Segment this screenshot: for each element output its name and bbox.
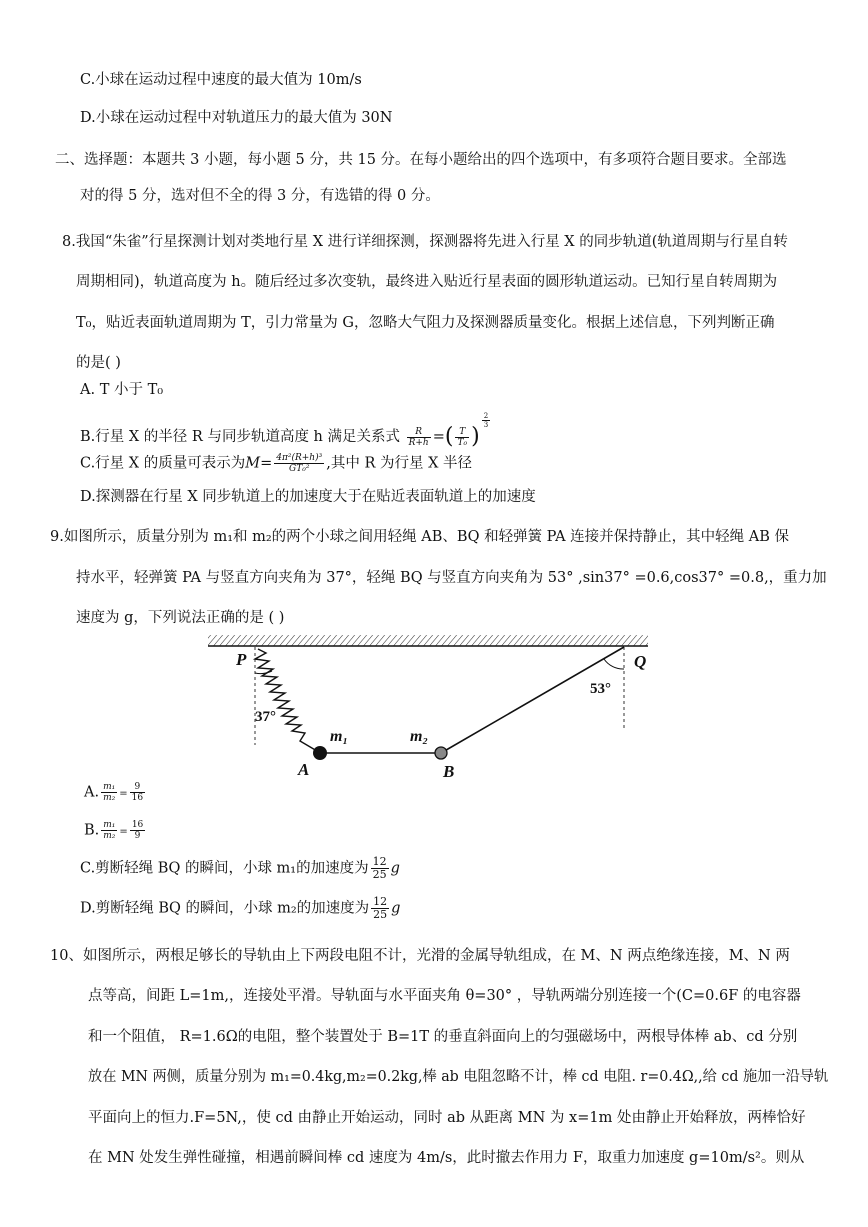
q9-a-prefix: A. [84,784,100,801]
q8-b-exp-num: 2 [483,412,489,420]
q8-stem-line3: T₀，贴近表面轨道周期为 T，引力常量为 G，忽略大气阻力及探测器质量变化。根据上述信息，下列判断正确 [76,315,775,331]
q9-c-den: 25 [372,868,387,881]
q8-b-eq: = [432,429,445,445]
q8-option-c-text: C.行星 X 的质量可表示为 [80,455,246,472]
q10-stem-line6: 在 MN 处发生弹性碰撞，相遇前瞬间棒 cd 速度为 4m/s，此时撤去作用力 F，取重力加速度 g=10m/s²。则从 [88,1150,805,1166]
q9-option-c [80,856,400,881]
q9-option-a [84,782,147,805]
q10-stem-line1: 10、如图所示，两根足够长的导轨由上下两段电阻不计，光滑的金属导轨组成，在 M、N 两点绝缘连接，M、N 两 [50,948,790,964]
rope-bq [441,647,624,753]
angle-arc-53 [604,659,624,669]
q9-b-lhs [101,820,117,841]
q9-b-prefix: B. [84,822,100,839]
q8-option-a: A. T 小于 T₀ [80,382,164,398]
label-q: Q [634,652,647,671]
q10-stem-line5: 平面向上的恒力.F=5N,，使 cd 由静止开始运动，同时 ab 从距离 MN 为 x=1m 处由静止开始释放，两棒恰好 [88,1110,806,1126]
q9-b-rhs-num: 16 [131,820,144,830]
ceiling-hatch [208,635,648,646]
q8-b-rhs-den: T₀ [457,437,468,448]
q10-stem-line2: 点等高，间距 L=1m,，连接处平滑。导轨面与水平面夹角 θ=30° ，导轨两端分别连接一个(C=0.6F 的电容器 [88,988,801,1004]
q9-b-rhs [130,820,145,841]
q8-option-b [80,412,492,448]
q9-d-g: g [391,900,401,917]
q9-stem-line3: 速度为 g，下列说法正确的是 ( ) [76,610,285,626]
q8-option-c [80,453,472,474]
q9-a-rhs-num: 9 [130,782,145,793]
q9-stem-line2: 持水平，轻弹簧 PA 与竖直方向夹角为 37°，轻绳 BQ 与竖直方向夹角为 53° ,sin37° =0.6,cos37° =0.8,，重力加 [76,570,827,586]
section-header-line1: 二、选择题：本题共 3 小题，每小题 5 分，共 15 分。在每小题给出的四个选项中，有多项符合题目要求。全部选 [55,152,787,168]
q9-d-text: D.剪断轻绳 BQ 的瞬间，小球 m₂的加速度为 [80,900,370,917]
label-m2: m₂ [410,728,429,745]
q9-a-rhs [130,782,145,803]
q9-option-b [84,820,147,843]
q8-c-frac-num: 4π²(R+h)³ [276,453,323,463]
q8-b-paren-open: ( [444,424,454,449]
label-m1: m₁ [330,728,349,745]
q8-b-exp-den: 3 [483,421,489,429]
q8-stem-line4: 的是( ) [76,355,121,371]
q9-c-fraction [371,856,389,881]
q9-b-lhs-den: m₂ [103,831,116,841]
label-angle-37: 37° [255,709,276,725]
q8-c-mass-symbol: M= [245,455,273,472]
q9-c-g: g [390,860,400,877]
q8-option-d: D.探测器在行星 X 同步轨道上的加速度大于在贴近表面轨道上的加速度 [80,489,536,505]
q10-stem-line4: 放在 MN 两侧，质量分别为 m₁=0.4kg,m₂=0.2kg,棒 ab 电阻忽略不计，棒 cd 电阻. r=0.4Ω,,给 cd 施加一沿导轨 [88,1069,829,1085]
ball-m1 [313,746,327,760]
q9-d-fraction [371,896,389,921]
q9-b-lhs-num: m₁ [103,820,116,830]
q9-a-lhs-num: m₁ [103,782,116,792]
q8-stem-line2: 周期相同)，轨道高度为 h。随后经过多次变轨，最终进入贴近行星表面的圆形轨道运动。已知行星自转周期为 [76,274,778,290]
label-angle-53: 53° [590,681,611,697]
q9-a-eq: = [119,788,128,800]
q9-d-num: 12 [373,895,388,908]
option-c-prev: C.小球在运动过程中速度的最大值为 10m/s [80,72,362,88]
q9-force-diagram [200,633,660,783]
q8-option-c-fraction [274,453,324,474]
section-header-line2: 对的得 5 分，选对但不全的得 3 分，有选错的得 0 分。 [80,188,440,204]
q8-option-b-fraction [407,427,431,448]
q9-a-lhs-den: m₂ [103,793,116,803]
q9-stem-line1: 9.如图所示，质量分别为 m₁和 m₂的两个小球之间用轻绳 AB、BQ 和轻弹簧 PA 连接并保持静止，其中轻绳 AB 保 [50,529,790,545]
option-d-prev: D.小球在运动过程中对轨道压力的最大值为 30N [80,110,393,126]
q8-option-b-rhs-fraction [455,427,469,448]
q10-stem-line3: 和一个阻值， R=1.6Ω的电阻，整个装置处于 B=1T 的垂直斜面向上的匀强磁场中，两根导体棒 ab、cd 分别 [88,1029,798,1045]
spring-pa [255,649,317,751]
q8-c-frac-den: GT₀² [289,464,310,474]
q8-b-paren-close: ) [471,424,480,449]
q8-stem-line1: 8.我国“朱雀”行星探测计划对类地行星 X 进行详细探测，探测器将先进入行星 X 的同步轨道(轨道周期与行星自转 [62,234,788,250]
q9-a-rhs-den: 16 [131,793,144,803]
ball-m2 [435,747,447,759]
label-b: B [443,762,455,781]
q8-b-frac-den: R+h [408,437,429,448]
label-a: A [298,760,310,779]
q8-b-rhs-num: T [455,427,469,438]
q8-b-exponent [482,412,490,429]
q9-c-num: 12 [372,855,387,868]
q9-b-rhs-den: 9 [134,831,141,841]
q9-c-text: C.剪断轻绳 BQ 的瞬间，小球 m₁的加速度为 [80,860,369,877]
q8-option-b-text: B.行星 X 的半径 R 与同步轨道高度 h 满足关系式 [80,429,400,445]
q8-c-tail: ,其中 R 为行星 X 半径 [326,455,473,472]
q9-b-eq: = [119,826,128,838]
q8-b-frac-num: R [407,427,431,438]
label-p: P [236,650,247,669]
q9-a-lhs [101,782,117,803]
q9-d-den: 25 [373,908,388,921]
q9-option-d [80,896,400,921]
